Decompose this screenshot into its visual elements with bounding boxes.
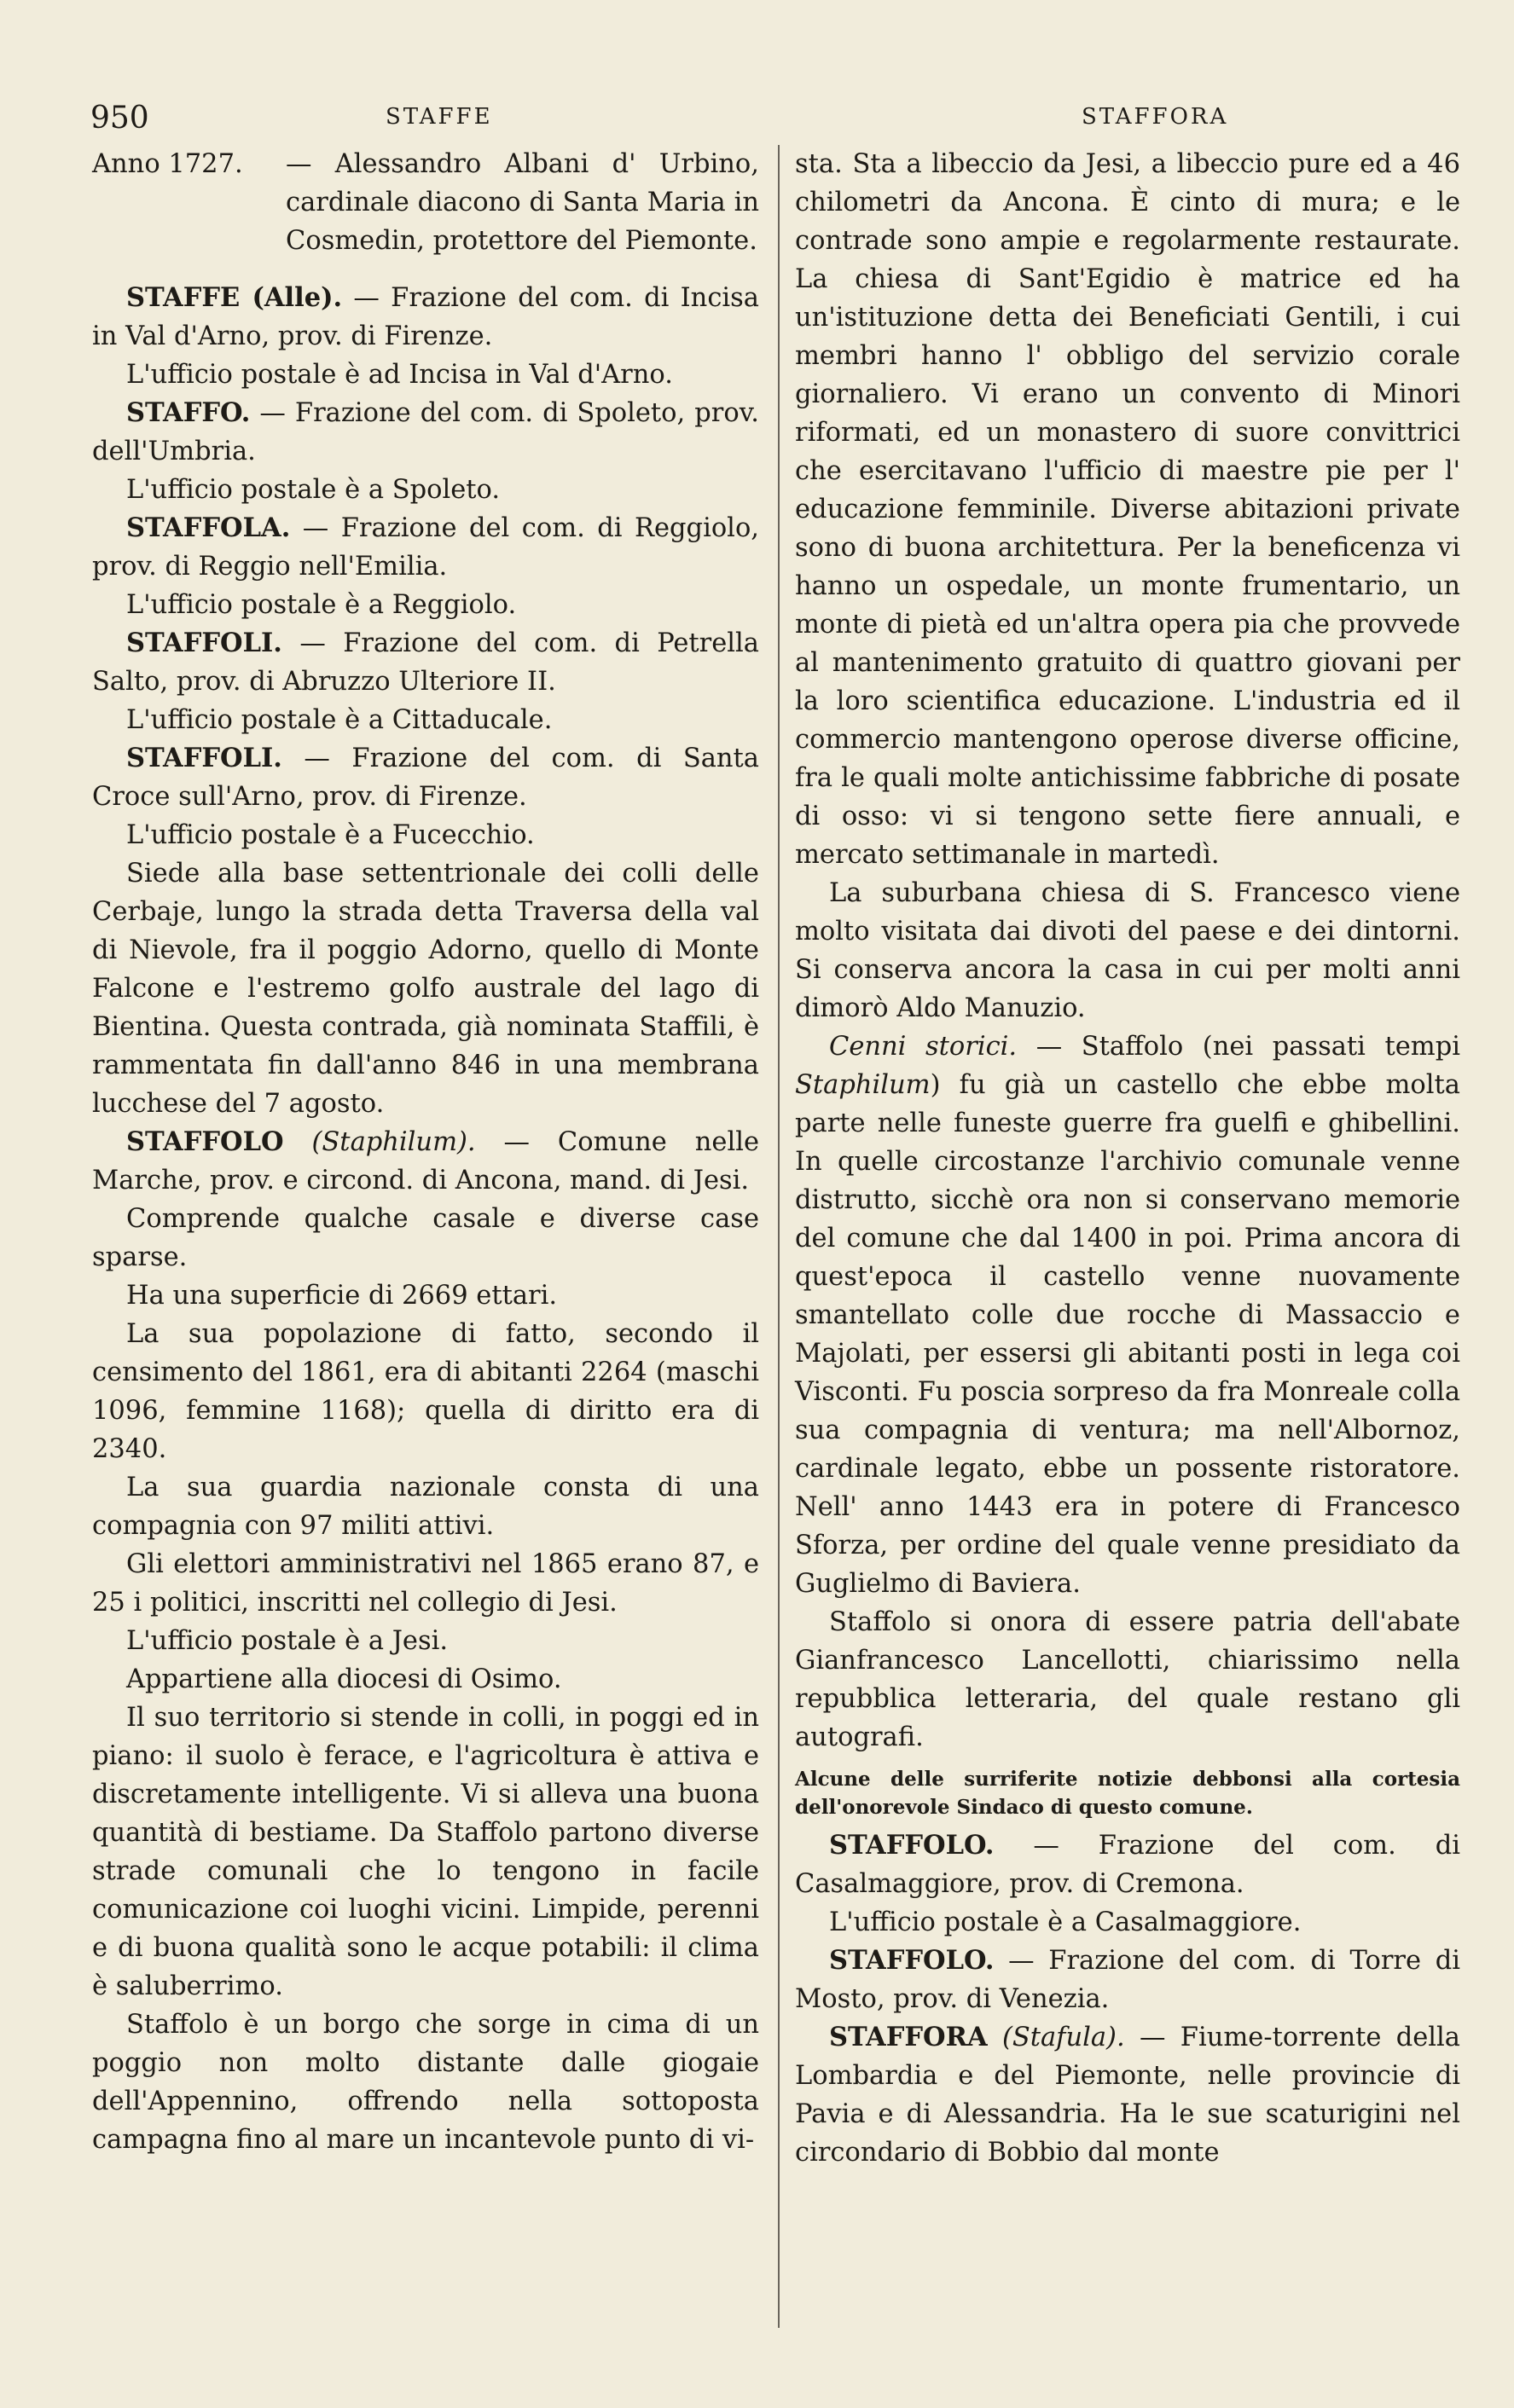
cenni-storici	[795, 1027, 1460, 1603]
anno-label: Anno 1727.	[92, 149, 243, 179]
paragraph: L'ufficio postale è a Reggiolo.	[126, 590, 517, 620]
entry-text: — Frazione del com. di Torre di Mosto, prov. di Venezia.	[795, 1946, 1460, 2014]
latin-name: (Stafula).	[1001, 2023, 1125, 2052]
entry-text: — Frazione del com. di Casalmaggiore, prov. di Cremona.	[795, 1831, 1460, 1899]
entry-staffolo-torre-di-mosto	[795, 1942, 1460, 2018]
paragraph: Il suo territorio si stende in colli, in poggi ed in piano: il suolo è ferace, e l'agricoltura è attiva e discretamente intelligente. Vi si alleva una buona quantità di bestiame. Da Staffolo partono diverse strade comunali che lo tengono in facile comunicazione coi luoghi vicini. Limpide, perenni e di buona qualità sono le acque potabili: il clima è saluberrimo.	[92, 1703, 759, 2001]
headword: STAFFOLA.	[126, 512, 291, 543]
running-head-right: STAFFORA	[1082, 104, 1229, 130]
headword: STAFFOLO.	[829, 1830, 995, 1861]
entry-staffora	[795, 2018, 1460, 2172]
entry-text: ) fu già un castello che ebbe molta parte nelle funeste guerre fra guelfi e ghibellini. In quelle circostanze l'archivio comunale venne distrutto, sicchè ora non si conservano memorie del comune che dal 1400 in poi. Prima ancora di quest'epoca il castello venne nuovamente smantellato colle due rocche di Massaccio e Majolati, per essersi gli abitanti posti in lega coi Visconti. Fu poscia sorpreso da fra Monreale colla sua compagnia di ventura; ma nell'Albornoz, cardinale legato, ebbe un possente ristoratore. Nell' anno 1443 era in potere di Francesco Sforza, per ordine del quale venne presidiato da Guglielmo di Baviera.	[795, 1070, 1460, 1599]
column-divider	[778, 145, 780, 2328]
paragraph: L'ufficio postale è a Spoleto.	[126, 475, 501, 505]
headword: STAFFOLO	[126, 1126, 284, 1157]
paragraph: L'ufficio postale è a Casalmaggiore.	[829, 1907, 1302, 1937]
left-column	[92, 145, 759, 2159]
entry-staffoli-2	[92, 739, 759, 816]
paragraph: Siede alla base settentrionale dei colli delle Cerbaje, lungo la strada detta Traversa della val di Nievole, fra il poggio Adorno, quello di Monte Falcone e l'estremo golfo australe del lago di Bientina. Questa contrada, già nominata Staffili, è rammentata fin dall'anno 846 in una membrana lucchese del 7 agosto.	[92, 859, 759, 1119]
page-header	[0, 101, 1514, 143]
paragraph: sta. Sta a libeccio da Jesi, a libeccio pure ed a 46 chilometri da Ancona. È cinto di mura; e le contrade sono ampie e regolarmente restaurate. La chiesa di Sant'Egidio è matrice ed ha un'istituzione detta dei Beneficiati Gentili, i cui membri hanno l' obbligo del servizio corale giornaliero. Vi erano un convento di Minori riformati, ed un monastero di suore convittrici che esercitavano l'ufficio di maestre pie per l' educazione femminile. Diverse abitazioni private sono di buona architettura. Per la beneficenza vi hanno un ospedale, un monte frumentario, un monte di pietà ed un'altra opera pia che provvede al mantenimento gratuito di quattro giovani per la loro scientifica educazione. L'industria ed il commercio mantengono operose diverse officine, fra le quali molte antichissime fabbriche di posate di osso: vi si tengono sette fiere annuali, e mercato settimanale in martedì.	[795, 149, 1460, 870]
headword: STAFFO.	[126, 397, 251, 428]
paragraph: Appartiene alla diocesi di Osimo.	[126, 1664, 562, 1694]
latin-name: Staphilum	[795, 1070, 931, 1100]
entry-text: — Comune nelle Marche, prov. e circond. di Ancona, mand. di Jesi.	[92, 1127, 759, 1195]
footnote: Alcune delle surriferite notizie debbonsi alla cortesia dell'onorevole Sindaco di questo comune.	[795, 1768, 1460, 1819]
paragraph: L'ufficio postale è a Cittaducale.	[126, 705, 553, 735]
headword: STAFFORA	[829, 2022, 988, 2052]
right-column	[795, 145, 1460, 2172]
section-label: Cenni storici.	[829, 1032, 1018, 1062]
headword: STAFFE (Alle).	[126, 282, 343, 313]
entry-staffolo-casalmaggiore	[795, 1826, 1460, 1903]
entry-text: — Frazione del com. di Spoleto, prov. dell'Umbria.	[92, 398, 759, 466]
paragraph: La suburbana chiesa di S. Francesco viene molto visitata dai divoti del paese e dei dintorni. Si conserva ancora la casa in cui per molti anni dimorò Aldo Manuzio.	[795, 878, 1460, 1023]
entry-text: — Frazione del com. di Petrella Salto, prov. di Abruzzo Ulteriore II.	[92, 628, 759, 697]
anno-text: — Alessandro Albani d' Urbino, cardinale diacono di Santa Maria in Cosmedin, protettore del Piemonte.	[286, 149, 759, 256]
page-number: 950	[90, 101, 149, 136]
latin-name: (Staphilum).	[311, 1127, 476, 1157]
entry-staffolo-comune	[92, 1123, 759, 1200]
paragraph: Ha una superficie di 2669 ettari.	[126, 1281, 558, 1311]
entry-text: — Fiume-torrente della Lombardia e del Piemonte, nelle provincie di Pavia e di Alessandria. Ha le sue scaturigini nel circondario di Bobbio dal monte	[795, 2023, 1460, 2168]
entry-staffola	[92, 509, 759, 586]
entry-text: — Frazione del com. di Santa Croce sull'Arno, prov. di Firenze.	[92, 744, 759, 812]
paragraph: La sua guardia nazionale consta di una compagnia con 97 militi attivi.	[92, 1473, 759, 1541]
paragraph: Staffolo si onora di essere patria dell'abate Gianfrancesco Lancellotti, chiarissimo nella repubblica letteraria, del quale restano gli autografi.	[795, 1607, 1460, 1752]
paragraph: La sua popolazione di fatto, secondo il censimento del 1861, era di abitanti 2264 (maschi 1096, femmine 1168); quella di diritto era di 2340.	[92, 1319, 759, 1464]
headword: STAFFOLI.	[126, 743, 282, 773]
paragraph: L'ufficio postale è a Jesi.	[126, 1626, 449, 1656]
entry-text: — Staffolo (nei passati tempi	[1017, 1032, 1460, 1062]
paragraph: Gli elettori amministrativi nel 1865 erano 87, e 25 i politici, inscritti nel collegio di Jesi.	[92, 1549, 759, 1618]
entry-text: — Frazione del com. di Reggiolo, prov. di Reggio nell'Emilia.	[92, 513, 759, 582]
running-head-left: STAFFE	[386, 104, 493, 130]
paragraph: Comprende qualche casale e diverse case sparse.	[92, 1204, 759, 1272]
headword: STAFFOLI.	[126, 628, 282, 658]
paragraph: L'ufficio postale è ad Incisa in Val d'Arno.	[126, 360, 673, 390]
entry-staffoli-1	[92, 624, 759, 701]
paragraph: Staffolo è un borgo che sorge in cima di un poggio non molto distante dalle giogaie dell'Appennino, offrendo nella sottoposta campagna fino al mare un incantevole punto di vi-	[92, 2010, 759, 2155]
headword: STAFFOLO.	[829, 1945, 995, 1976]
paragraph: L'ufficio postale è a Fucecchio.	[126, 820, 535, 850]
entry-staffo	[92, 394, 759, 471]
entry-text: — Frazione del com. di Incisa in Val d'Arno, prov. di Firenze.	[92, 283, 759, 351]
anno-entry	[92, 145, 759, 260]
entry-staffe	[92, 279, 759, 356]
